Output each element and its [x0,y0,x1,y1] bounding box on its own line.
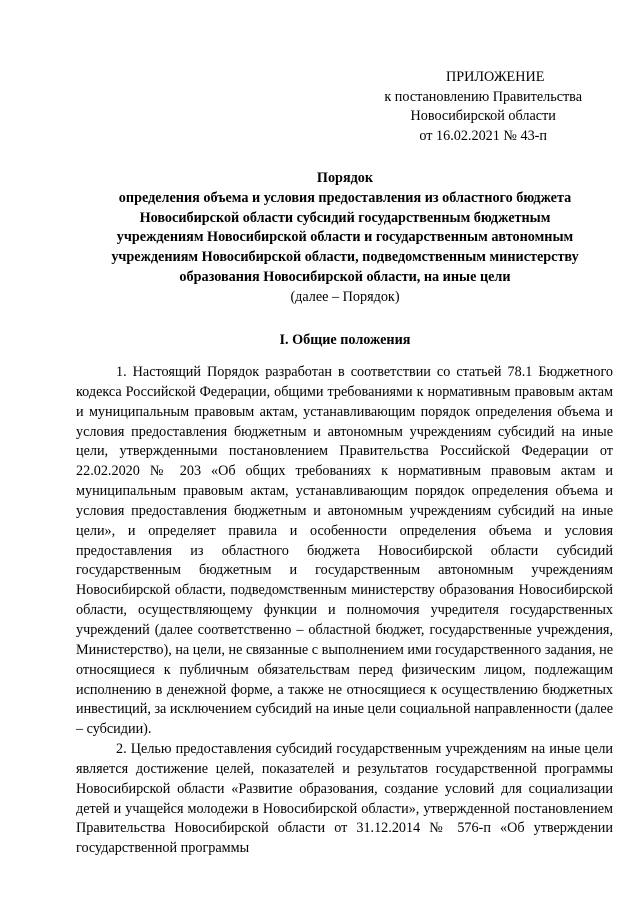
title-line-4: учреждениям Новосибирской области и государственным автономным [116,229,574,246]
section-heading: I. Общие положения [279,332,411,348]
appendix-block [384,68,582,146]
title-line-2: определения объема и условия предоставления из областного бюджета [118,189,572,206]
title-subtitle: (далее – Порядок) [290,288,400,305]
title-line-6: образования Новосибирской области, на иные цели [179,268,511,285]
title-line-3: Новосибирской области субсидий государственным бюджетным [139,209,551,226]
appendix-region: Новосибирской области [410,108,556,125]
title-line-1: Порядок [316,170,374,186]
appendix-label: ПРИЛОЖЕНИЕ [445,69,545,85]
appendix-date-number: от 16.02.2021 № 43-п [419,127,547,144]
appendix-resolution: к постановлению Правительства [384,88,582,105]
paragraph-1: 1. Настоящий Порядок разработан в соответствии со статьей 78.1 Бюджетного кодекса Российской Федерации, общими требованиями к нормативным правовым актам и муниципальным правовым актам, устанавливающим порядок определения объема и условия предоставления бюджетным и автономным учреждениям субсидий на иные цели, утвержденными постановлением Правительства Российской Федерации от 22.02.2020 № 203 «Об общих требованиях к нормативным правовым актам и муниципальным правовым актам, устанавливающим порядок определения объема и условия предоставления бюджетным и автономным учреждениям субсидий на иные цели», и определяет правила и особенности определения объема и условия предоставления из областного бюджета Новосибирской области субсидий государственным бюджетным и государственным автономным учреждениям Новосибирской области, подведомственным министерству образования Новосибирской области, осуществляющему функции и полномочия учредителя государственных учреждений (далее соответственно – областной бюджет, государственные учреждения, Министерство), на цели, не связанные с выполнением ими государственного задания, не относящиеся к публичным обязательствам перед физическим лицом, подлежащим исполнению в денежной форме, а также не относящиеся к осуществлению бюджетных инвестиций, за исключением субсидий на иные цели социальной направленности (далее – субсидии). [76,364,613,738]
body-text [76,363,613,859]
paragraph-2: 2. Целью предоставления субсидий государственным учреждениям на иные цели является достижение целей, показателей и результатов государственной программы Новосибирской области «Развитие образования, создание условий для социализации детей и учащейся молодежи в Новосибирской области», утвержденной постановлением Правительства Новосибирской области от 31.12.2014 № 576-п «Об утверждении государственной программы [76,741,613,857]
title-line-5: учреждениям Новосибирской области, подведомственным министерству [111,249,579,266]
document-title [70,169,620,308]
